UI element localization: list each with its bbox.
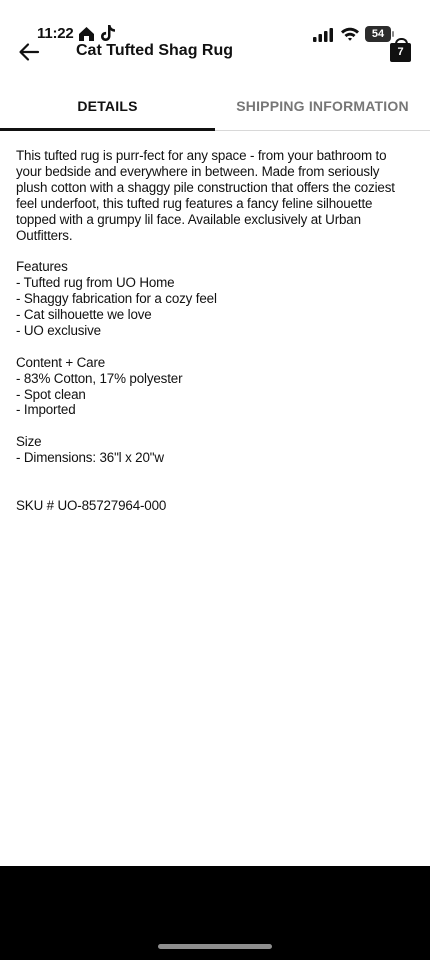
description-line: topped with a grumpy lil face. Available exclusively at Urban [16, 211, 361, 227]
battery-level: 54 [371, 28, 385, 40]
content-care-heading: Content + Care [16, 354, 106, 370]
feature-item: - Cat silhouette we love [16, 307, 152, 323]
cart-count-badge: 7 [397, 46, 404, 58]
features-section [16, 259, 416, 339]
product-description [16, 148, 416, 243]
back-button[interactable] [16, 38, 44, 66]
tiktok-icon [100, 24, 116, 42]
feature-item: - UO exclusive [16, 322, 101, 338]
status-time: 11:22 [37, 25, 74, 42]
content-care-section [16, 355, 416, 419]
content-care-item: - Imported [16, 402, 76, 418]
sku-text: SKU # UO-85727964-000 [16, 497, 167, 513]
signal-icon [313, 28, 335, 42]
size-item: - Dimensions: 36"l x 20"w [16, 450, 164, 466]
description-line: This tufted rug is purr-fect for any space - from your bathroom to [16, 148, 387, 163]
cart-button[interactable] [389, 38, 413, 64]
active-tab-indicator [0, 128, 215, 131]
feature-item: - Shaggy fabrication for a cozy feel [16, 291, 217, 307]
size-heading: Size [16, 434, 42, 450]
feature-item: - Tufted rug from UO Home [16, 275, 175, 291]
content-care-item: - 83% Cotton, 17% polyester [16, 370, 183, 386]
page-title: Cat Tufted Shag Rug [76, 42, 234, 59]
home-icon [78, 26, 95, 42]
description-line: plush cotton with a shaggy pile construction that offers the coziest [16, 179, 395, 195]
description-line: feel underfoot, this tufted rug features a fancy feline silhouette [16, 195, 373, 211]
description-line: Outfitters. [16, 227, 73, 243]
wifi-icon [340, 26, 360, 42]
battery-cap [392, 31, 394, 37]
tab-bar [0, 84, 430, 131]
size-section [16, 434, 416, 466]
tab-shipping-information[interactable]: SHIPPING INFORMATION [236, 98, 409, 114]
back-arrow-icon [16, 38, 44, 66]
home-indicator[interactable] [158, 944, 272, 949]
description-line: your bedside and everywhere in between. Made from seriously [16, 163, 380, 179]
tab-details[interactable]: DETAILS [77, 98, 138, 114]
content-care-item: - Spot clean [16, 386, 86, 402]
status-bar [0, 0, 430, 44]
details-content [16, 148, 416, 514]
features-heading: Features [16, 259, 68, 275]
